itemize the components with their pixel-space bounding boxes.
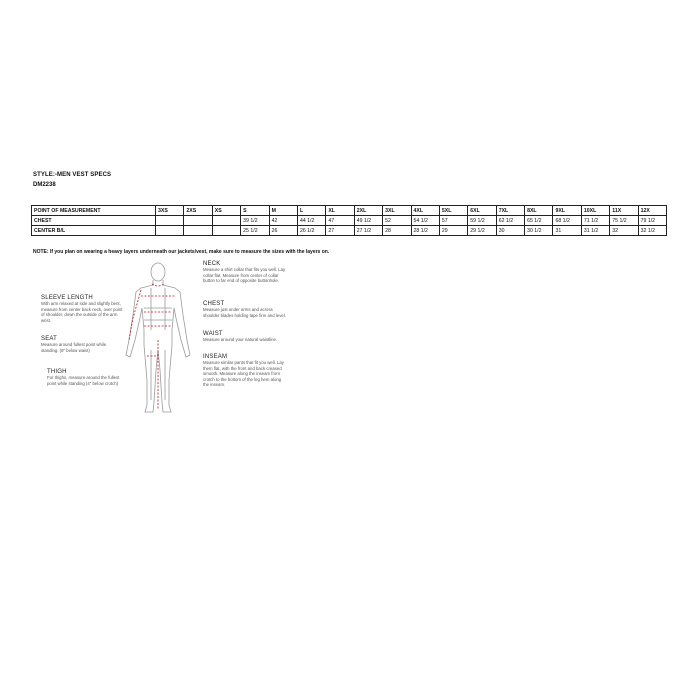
style-title: STYLE:-MEN VEST SPECS — [33, 172, 112, 178]
chest-desc: Measure just under arms and across shoulder blades holding tape firm and level. — [203, 307, 286, 318]
header-size: M — [269, 206, 297, 216]
header-size: 3XS — [156, 206, 184, 216]
table-cell: 75 1/2 — [610, 216, 638, 226]
header-size: 3XL — [383, 206, 411, 216]
table-cell: 26 — [269, 226, 297, 236]
row-label: CENTER B/L — [32, 226, 156, 236]
table-cell: 54 1/2 — [411, 216, 439, 226]
header-size: 10XL — [581, 206, 609, 216]
table-cell: 57 — [439, 216, 467, 226]
header-size: 6XL — [468, 206, 496, 216]
table-cell: 47 — [326, 216, 354, 226]
header-size: 5XL — [439, 206, 467, 216]
table-cell: 49 1/2 — [354, 216, 382, 226]
header-size: 2XL — [354, 206, 382, 216]
neck-callout — [203, 262, 288, 284]
measurement-guide — [33, 260, 288, 420]
neck-desc: Measure a shirt collar that fits you well. Lay collar flat. Measure from center of collar button to far end of opposite buttonhole. — [203, 267, 286, 284]
table-cell: 30 1/2 — [525, 226, 553, 236]
table-header-row — [32, 206, 667, 216]
thigh-desc: For thighs, measure around the fullest point while standing (4" below crotch) — [47, 375, 120, 386]
header-point-of-measurement: POINT OF MEASUREMENT — [32, 206, 156, 216]
header-size: 9XL — [553, 206, 581, 216]
header-size: 11X — [610, 206, 638, 216]
header-size: XS — [212, 206, 240, 216]
table-cell: 65 1/2 — [525, 216, 553, 226]
table-cell: 29 1/2 — [468, 226, 496, 236]
inseam-callout — [203, 355, 288, 387]
sleeve-callout — [41, 296, 123, 323]
table-cell: 27 — [326, 226, 354, 236]
table-cell — [212, 216, 240, 226]
header-size: 12X — [638, 206, 666, 216]
table-cell — [184, 216, 212, 226]
waist-desc: Measure around your natural waistline. — [203, 337, 278, 343]
header-size: L — [297, 206, 325, 216]
waist-title: WAIST — [203, 331, 223, 337]
table-cell: 32 — [610, 226, 638, 236]
table-cell: 28 1/2 — [411, 226, 439, 236]
table-cell — [212, 226, 240, 236]
table-cell: 52 — [383, 216, 411, 226]
sleeve-desc: With arm relaxed at side and slightly bent, measure from center back neck, over point of shoulder, down the outside of the arm wrist. — [41, 301, 123, 323]
table-cell: 79 1/2 — [638, 216, 666, 226]
header-size: 4XL — [411, 206, 439, 216]
table-cell: 44 1/2 — [297, 216, 325, 226]
table-cell: 68 1/2 — [553, 216, 581, 226]
table-cell — [184, 226, 212, 236]
header-size: XL — [326, 206, 354, 216]
table-cell: 59 1/2 — [468, 216, 496, 226]
table-cell: 26 1/2 — [297, 226, 325, 236]
table-cell: 27 1/2 — [354, 226, 382, 236]
inseam-desc: Measure similar pants that fit you well. Lay them flat, with the front and back creased smooth. Measure along the inseam from crotch to the bottom of the leg hem along the inseam. — [203, 360, 284, 388]
style-code: DM2238 — [33, 182, 56, 188]
table-cell: 28 — [383, 226, 411, 236]
table-cell: 62 1/2 — [496, 216, 524, 226]
chest-callout — [203, 302, 288, 318]
table-cell: 30 — [496, 226, 524, 236]
waist-callout — [203, 332, 288, 343]
inseam-title: INSEAM — [203, 354, 228, 360]
body-outline-figure — [111, 260, 206, 420]
seat-callout — [41, 337, 116, 353]
seat-title: SEAT — [41, 336, 58, 342]
table-cell: 25 1/2 — [241, 226, 269, 236]
table-cell: 32 1/2 — [638, 226, 666, 236]
header-size: 8XL — [525, 206, 553, 216]
header-size: 7XL — [496, 206, 524, 216]
table-cell: 42 — [269, 216, 297, 226]
table-cell — [156, 216, 184, 226]
thigh-callout — [47, 370, 127, 386]
layering-note: NOTE: If you plan on wearing a heavy layers underneath our jackets/vest, make sure to measure the sizes with the layers on. — [33, 249, 330, 255]
sleeve-title: SLEEVE LENGTH — [41, 295, 93, 301]
table-cell: 31 — [553, 226, 581, 236]
row-label: CHEST — [32, 216, 156, 226]
table-row — [32, 216, 667, 226]
table-row — [32, 226, 667, 236]
size-spec-table — [31, 205, 667, 236]
table-cell: 71 1/2 — [581, 216, 609, 226]
chest-title: CHEST — [203, 301, 225, 307]
table-cell: 29 — [439, 226, 467, 236]
table-cell — [156, 226, 184, 236]
seat-desc: Measure around fullest point while standing. (8" below waist) — [41, 342, 107, 353]
thigh-title: THIGH — [47, 369, 67, 375]
neck-title: NECK — [203, 261, 221, 267]
header-size: 2XS — [184, 206, 212, 216]
table-cell: 39 1/2 — [241, 216, 269, 226]
table-cell: 31 1/2 — [581, 226, 609, 236]
header-size: S — [241, 206, 269, 216]
